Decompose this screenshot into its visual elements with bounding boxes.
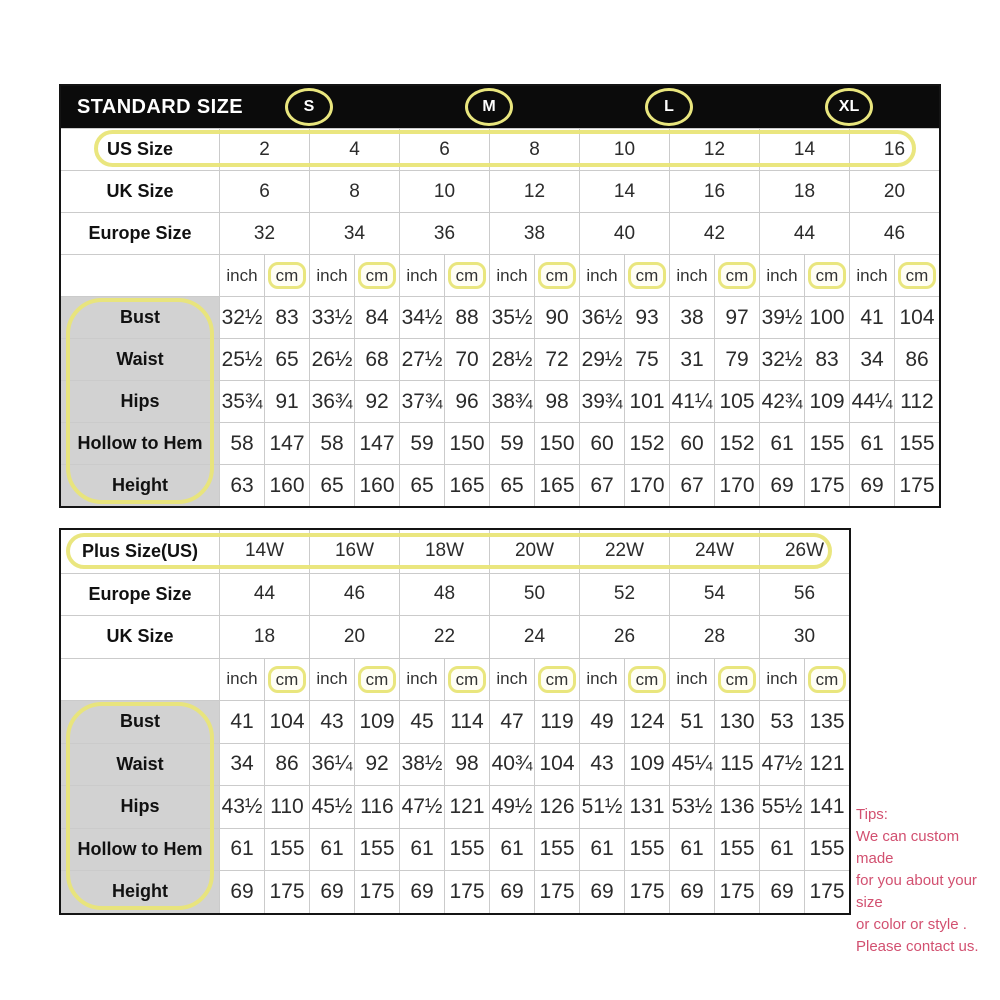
inch-unit-cell: inch bbox=[669, 659, 714, 701]
inch-value-cell: 35½ bbox=[489, 297, 534, 338]
inch-unit-cell: inch bbox=[579, 255, 624, 296]
inch-value-cell: 59 bbox=[489, 423, 534, 464]
inch-value-cell: 69 bbox=[219, 871, 264, 913]
inch-value-cell: 34½ bbox=[399, 297, 444, 338]
row-label: Hollow to Hem bbox=[61, 423, 219, 464]
cm-value-cell: 83 bbox=[804, 339, 849, 380]
size-value-cell: 52 bbox=[579, 574, 669, 616]
cm-highlight-box: cm bbox=[898, 262, 937, 289]
cm-value-cell: 98 bbox=[534, 381, 579, 422]
cm-unit-cell bbox=[264, 255, 309, 296]
cm-value-cell: 175 bbox=[804, 465, 849, 506]
size-value-cell: 30 bbox=[759, 616, 849, 658]
size-value-cell: 46 bbox=[309, 574, 399, 616]
inch-unit-cell: inch bbox=[489, 659, 534, 701]
cm-value-cell: 110 bbox=[264, 786, 309, 828]
inch-value-cell: 69 bbox=[309, 871, 354, 913]
inch-value-cell: 49½ bbox=[489, 786, 534, 828]
inch-unit-cell: inch bbox=[669, 255, 714, 296]
row-label-empty bbox=[61, 255, 219, 296]
inch-value-cell: 35¾ bbox=[219, 381, 264, 422]
inch-value-cell: 53½ bbox=[669, 786, 714, 828]
size-value-cell: 22W bbox=[579, 530, 669, 573]
size-value-cell: 40 bbox=[579, 213, 669, 254]
size-value-cell: 48 bbox=[399, 574, 489, 616]
size-value-cell: 32 bbox=[219, 213, 309, 254]
cm-value-cell: 91 bbox=[264, 381, 309, 422]
inch-value-cell: 31 bbox=[669, 339, 714, 380]
cm-unit-cell bbox=[444, 255, 489, 296]
size-value-cell: 42 bbox=[669, 213, 759, 254]
inch-value-cell: 69 bbox=[489, 871, 534, 913]
cm-value-cell: 175 bbox=[534, 871, 579, 913]
inch-value-cell: 39¾ bbox=[579, 381, 624, 422]
inch-value-cell: 47½ bbox=[399, 786, 444, 828]
cm-value-cell: 175 bbox=[444, 871, 489, 913]
size-value-cell: 12 bbox=[489, 171, 579, 212]
cm-value-cell: 135 bbox=[804, 701, 849, 743]
cm-value-cell: 130 bbox=[714, 701, 759, 743]
cm-highlight-box: cm bbox=[538, 666, 577, 693]
cm-value-cell: 124 bbox=[624, 701, 669, 743]
row-units bbox=[61, 658, 849, 701]
cm-value-cell: 170 bbox=[714, 465, 759, 506]
cm-value-cell: 68 bbox=[354, 339, 399, 380]
inch-value-cell: 69 bbox=[399, 871, 444, 913]
cm-highlight-box: cm bbox=[448, 666, 487, 693]
inch-value-cell: 58 bbox=[219, 423, 264, 464]
inch-value-cell: 61 bbox=[669, 829, 714, 871]
row-label: Bust bbox=[61, 701, 219, 743]
size-value-cell: 6 bbox=[399, 129, 489, 170]
size-value-cell: 10 bbox=[399, 171, 489, 212]
inch-value-cell: 61 bbox=[489, 829, 534, 871]
cm-value-cell: 92 bbox=[354, 744, 399, 786]
cm-value-cell: 86 bbox=[894, 339, 939, 380]
inch-value-cell: 39½ bbox=[759, 297, 804, 338]
cm-value-cell: 150 bbox=[444, 423, 489, 464]
row-label: UK Size bbox=[106, 626, 174, 647]
size-value-cell: 26W bbox=[759, 530, 849, 573]
inch-value-cell: 41¼ bbox=[669, 381, 714, 422]
inch-unit-cell: inch bbox=[759, 659, 804, 701]
cm-highlight-box: cm bbox=[808, 666, 847, 693]
inch-value-cell: 59 bbox=[399, 423, 444, 464]
size-value-cell: 8 bbox=[489, 129, 579, 170]
size-badge-s: S bbox=[285, 88, 333, 126]
tips-title: Tips: bbox=[856, 806, 888, 823]
cm-value-cell: 175 bbox=[894, 465, 939, 506]
size-value-cell: 18 bbox=[219, 616, 309, 658]
size-value-cell: 10 bbox=[579, 129, 669, 170]
cm-value-cell: 104 bbox=[264, 701, 309, 743]
cm-value-cell: 97 bbox=[714, 297, 759, 338]
inch-value-cell: 60 bbox=[579, 423, 624, 464]
cm-value-cell: 155 bbox=[804, 423, 849, 464]
row-label: Hips bbox=[61, 381, 219, 422]
standard-size-header-bar bbox=[61, 86, 939, 128]
inch-value-cell: 61 bbox=[579, 829, 624, 871]
size-value-cell: 18 bbox=[759, 171, 849, 212]
cm-value-cell: 165 bbox=[444, 465, 489, 506]
inch-value-cell: 45 bbox=[399, 701, 444, 743]
inch-value-cell: 32½ bbox=[219, 297, 264, 338]
inch-unit-cell: inch bbox=[759, 255, 804, 296]
row-hips bbox=[61, 380, 939, 422]
tips-line: for you about your size bbox=[856, 872, 977, 911]
size-value-cell: 14W bbox=[219, 530, 309, 573]
inch-value-cell: 43½ bbox=[219, 786, 264, 828]
cm-value-cell: 84 bbox=[354, 297, 399, 338]
cm-value-cell: 105 bbox=[714, 381, 759, 422]
cm-value-cell: 155 bbox=[714, 829, 759, 871]
cm-value-cell: 70 bbox=[444, 339, 489, 380]
inch-value-cell: 34 bbox=[849, 339, 894, 380]
size-value-cell: 44 bbox=[759, 213, 849, 254]
inch-value-cell: 69 bbox=[759, 871, 804, 913]
size-value-cell: 24 bbox=[489, 616, 579, 658]
inch-value-cell: 27½ bbox=[399, 339, 444, 380]
cm-value-cell: 101 bbox=[624, 381, 669, 422]
cm-value-cell: 115 bbox=[714, 744, 759, 786]
inch-value-cell: 51½ bbox=[579, 786, 624, 828]
row-label: Height bbox=[61, 871, 219, 913]
inch-unit-cell: inch bbox=[219, 255, 264, 296]
cm-value-cell: 155 bbox=[264, 829, 309, 871]
row-europe-size bbox=[61, 573, 849, 616]
cm-highlight-box: cm bbox=[628, 666, 667, 693]
row-waist bbox=[61, 743, 849, 786]
cm-highlight-box: cm bbox=[808, 262, 847, 289]
inch-value-cell: 69 bbox=[669, 871, 714, 913]
size-value-cell: 16W bbox=[309, 530, 399, 573]
cm-value-cell: 175 bbox=[624, 871, 669, 913]
inch-value-cell: 32½ bbox=[759, 339, 804, 380]
inch-value-cell: 36¼ bbox=[309, 744, 354, 786]
cm-value-cell: 155 bbox=[354, 829, 399, 871]
row-label: UK Size bbox=[106, 181, 174, 201]
size-badge-xl: XL bbox=[825, 88, 873, 126]
cm-highlight-box: cm bbox=[718, 666, 757, 693]
cm-value-cell: 112 bbox=[894, 381, 939, 422]
inch-value-cell: 45¼ bbox=[669, 744, 714, 786]
inch-value-cell: 38¾ bbox=[489, 381, 534, 422]
cm-unit-cell bbox=[804, 255, 849, 296]
cm-value-cell: 175 bbox=[264, 871, 309, 913]
row-label: Hips bbox=[61, 786, 219, 828]
size-value-cell: 26 bbox=[579, 616, 669, 658]
inch-value-cell: 36½ bbox=[579, 297, 624, 338]
inch-value-cell: 33½ bbox=[309, 297, 354, 338]
inch-value-cell: 61 bbox=[759, 829, 804, 871]
size-value-cell: 2 bbox=[219, 129, 309, 170]
inch-value-cell: 41 bbox=[849, 297, 894, 338]
cm-value-cell: 93 bbox=[624, 297, 669, 338]
inch-value-cell: 47 bbox=[489, 701, 534, 743]
cm-value-cell: 131 bbox=[624, 786, 669, 828]
size-value-cell: 16 bbox=[849, 129, 939, 170]
cm-unit-cell bbox=[354, 659, 399, 701]
cm-value-cell: 90 bbox=[534, 297, 579, 338]
row-europe-size bbox=[61, 212, 939, 254]
inch-value-cell: 28½ bbox=[489, 339, 534, 380]
standard-size-table bbox=[59, 84, 941, 508]
cm-highlight-box: cm bbox=[628, 262, 667, 289]
cm-value-cell: 155 bbox=[534, 829, 579, 871]
row-label: Europe Size bbox=[88, 223, 192, 243]
cm-value-cell: 104 bbox=[534, 744, 579, 786]
standard-size-title: STANDARD SIZE bbox=[77, 95, 243, 118]
size-value-cell: 6 bbox=[219, 171, 309, 212]
cm-highlight-box: cm bbox=[358, 666, 397, 693]
row-plus-size-us bbox=[61, 530, 849, 573]
inch-value-cell: 29½ bbox=[579, 339, 624, 380]
inch-value-cell: 63 bbox=[219, 465, 264, 506]
inch-value-cell: 45½ bbox=[309, 786, 354, 828]
inch-value-cell: 69 bbox=[759, 465, 804, 506]
inch-value-cell: 40¾ bbox=[489, 744, 534, 786]
cm-unit-cell bbox=[534, 659, 579, 701]
row-height bbox=[61, 464, 939, 506]
row-label: Height bbox=[61, 465, 219, 506]
cm-value-cell: 79 bbox=[714, 339, 759, 380]
cm-unit-cell bbox=[354, 255, 399, 296]
size-badge-l: L bbox=[645, 88, 693, 126]
inch-value-cell: 61 bbox=[849, 423, 894, 464]
inch-unit-cell: inch bbox=[399, 659, 444, 701]
size-value-cell: 20W bbox=[489, 530, 579, 573]
cm-value-cell: 96 bbox=[444, 381, 489, 422]
inch-value-cell: 51 bbox=[669, 701, 714, 743]
cm-unit-cell bbox=[444, 659, 489, 701]
cm-value-cell: 175 bbox=[804, 871, 849, 913]
inch-value-cell: 36¾ bbox=[309, 381, 354, 422]
row-uk-size bbox=[61, 615, 849, 658]
size-value-cell: 18W bbox=[399, 530, 489, 573]
cm-value-cell: 86 bbox=[264, 744, 309, 786]
cm-value-cell: 100 bbox=[804, 297, 849, 338]
size-value-cell: 34 bbox=[309, 213, 399, 254]
inch-value-cell: 61 bbox=[759, 423, 804, 464]
size-value-cell: 14 bbox=[759, 129, 849, 170]
inch-value-cell: 26½ bbox=[309, 339, 354, 380]
row-height bbox=[61, 870, 849, 913]
inch-value-cell: 43 bbox=[309, 701, 354, 743]
inch-unit-cell: inch bbox=[399, 255, 444, 296]
cm-unit-cell bbox=[264, 659, 309, 701]
size-value-cell: 24W bbox=[669, 530, 759, 573]
row-hollow-to-hem bbox=[61, 828, 849, 871]
cm-highlight-box: cm bbox=[538, 262, 577, 289]
cm-value-cell: 98 bbox=[444, 744, 489, 786]
row-label: Plus Size(US) bbox=[81, 540, 199, 561]
tips-line: We can custom made bbox=[856, 828, 960, 867]
inch-value-cell: 61 bbox=[399, 829, 444, 871]
inch-value-cell: 65 bbox=[489, 465, 534, 506]
cm-value-cell: 116 bbox=[354, 786, 399, 828]
size-value-cell: 20 bbox=[309, 616, 399, 658]
inch-value-cell: 43 bbox=[579, 744, 624, 786]
row-label: Europe Size bbox=[88, 583, 192, 604]
inch-value-cell: 58 bbox=[309, 423, 354, 464]
cm-value-cell: 109 bbox=[804, 381, 849, 422]
size-value-cell: 16 bbox=[669, 171, 759, 212]
inch-unit-cell: inch bbox=[219, 659, 264, 701]
size-value-cell: 44 bbox=[219, 574, 309, 616]
cm-value-cell: 65 bbox=[264, 339, 309, 380]
inch-unit-cell: inch bbox=[849, 255, 894, 296]
cm-value-cell: 109 bbox=[354, 701, 399, 743]
cm-highlight-box: cm bbox=[718, 262, 757, 289]
inch-value-cell: 67 bbox=[579, 465, 624, 506]
size-value-cell: 8 bbox=[309, 171, 399, 212]
cm-value-cell: 147 bbox=[354, 423, 399, 464]
inch-value-cell: 37¾ bbox=[399, 381, 444, 422]
row-hips bbox=[61, 785, 849, 828]
inch-value-cell: 65 bbox=[399, 465, 444, 506]
size-value-cell: 4 bbox=[309, 129, 399, 170]
row-units bbox=[61, 254, 939, 296]
tips-note bbox=[856, 804, 998, 958]
cm-highlight-box: cm bbox=[268, 666, 307, 693]
size-value-cell: 14 bbox=[579, 171, 669, 212]
inch-unit-cell: inch bbox=[309, 659, 354, 701]
row-hollow-to-hem bbox=[61, 422, 939, 464]
cm-value-cell: 119 bbox=[534, 701, 579, 743]
inch-value-cell: 61 bbox=[309, 829, 354, 871]
size-value-cell: 22 bbox=[399, 616, 489, 658]
size-value-cell: 54 bbox=[669, 574, 759, 616]
size-value-cell: 38 bbox=[489, 213, 579, 254]
cm-value-cell: 152 bbox=[624, 423, 669, 464]
cm-unit-cell bbox=[714, 659, 759, 701]
inch-value-cell: 61 bbox=[219, 829, 264, 871]
size-value-cell: 28 bbox=[669, 616, 759, 658]
inch-value-cell: 44¼ bbox=[849, 381, 894, 422]
row-label: US Size bbox=[106, 139, 174, 159]
inch-unit-cell: inch bbox=[309, 255, 354, 296]
size-value-cell: 36 bbox=[399, 213, 489, 254]
cm-value-cell: 104 bbox=[894, 297, 939, 338]
cm-value-cell: 150 bbox=[534, 423, 579, 464]
cm-value-cell: 155 bbox=[624, 829, 669, 871]
cm-value-cell: 88 bbox=[444, 297, 489, 338]
cm-value-cell: 152 bbox=[714, 423, 759, 464]
row-uk-size bbox=[61, 170, 939, 212]
size-badge-m: M bbox=[465, 88, 513, 126]
cm-value-cell: 175 bbox=[714, 871, 759, 913]
cm-unit-cell bbox=[624, 659, 669, 701]
cm-value-cell: 126 bbox=[534, 786, 579, 828]
cm-value-cell: 121 bbox=[444, 786, 489, 828]
inch-value-cell: 67 bbox=[669, 465, 714, 506]
inch-value-cell: 60 bbox=[669, 423, 714, 464]
cm-unit-cell bbox=[894, 255, 939, 296]
cm-value-cell: 155 bbox=[444, 829, 489, 871]
cm-value-cell: 121 bbox=[804, 744, 849, 786]
tips-line: or color or style . bbox=[856, 916, 967, 933]
inch-value-cell: 69 bbox=[579, 871, 624, 913]
cm-value-cell: 170 bbox=[624, 465, 669, 506]
row-waist bbox=[61, 338, 939, 380]
cm-highlight-box: cm bbox=[448, 262, 487, 289]
cm-unit-cell bbox=[624, 255, 669, 296]
row-label: Waist bbox=[61, 339, 219, 380]
inch-unit-cell: inch bbox=[579, 659, 624, 701]
cm-value-cell: 165 bbox=[534, 465, 579, 506]
row-bust bbox=[61, 296, 939, 338]
inch-value-cell: 38½ bbox=[399, 744, 444, 786]
size-value-cell: 12 bbox=[669, 129, 759, 170]
inch-value-cell: 53 bbox=[759, 701, 804, 743]
cm-highlight-box: cm bbox=[268, 262, 307, 289]
cm-value-cell: 75 bbox=[624, 339, 669, 380]
row-us-size bbox=[61, 128, 939, 170]
size-value-cell: 50 bbox=[489, 574, 579, 616]
inch-value-cell: 42¾ bbox=[759, 381, 804, 422]
cm-value-cell: 141 bbox=[804, 786, 849, 828]
cm-value-cell: 155 bbox=[804, 829, 849, 871]
cm-highlight-box: cm bbox=[358, 262, 397, 289]
inch-value-cell: 69 bbox=[849, 465, 894, 506]
cm-value-cell: 155 bbox=[894, 423, 939, 464]
inch-value-cell: 55½ bbox=[759, 786, 804, 828]
inch-value-cell: 38 bbox=[669, 297, 714, 338]
cm-value-cell: 72 bbox=[534, 339, 579, 380]
cm-value-cell: 160 bbox=[264, 465, 309, 506]
cm-value-cell: 136 bbox=[714, 786, 759, 828]
size-value-cell: 20 bbox=[849, 171, 939, 212]
inch-value-cell: 41 bbox=[219, 701, 264, 743]
inch-unit-cell: inch bbox=[489, 255, 534, 296]
row-label: Bust bbox=[61, 297, 219, 338]
cm-value-cell: 83 bbox=[264, 297, 309, 338]
plus-size-table bbox=[59, 528, 851, 915]
size-value-cell: 46 bbox=[849, 213, 939, 254]
cm-value-cell: 109 bbox=[624, 744, 669, 786]
row-label: Waist bbox=[61, 744, 219, 786]
inch-value-cell: 49 bbox=[579, 701, 624, 743]
cm-value-cell: 92 bbox=[354, 381, 399, 422]
tips-line: Please contact us. bbox=[856, 938, 979, 955]
cm-value-cell: 114 bbox=[444, 701, 489, 743]
cm-value-cell: 160 bbox=[354, 465, 399, 506]
cm-value-cell: 175 bbox=[354, 871, 399, 913]
inch-value-cell: 65 bbox=[309, 465, 354, 506]
cm-unit-cell bbox=[714, 255, 759, 296]
inch-value-cell: 34 bbox=[219, 744, 264, 786]
inch-value-cell: 25½ bbox=[219, 339, 264, 380]
inch-value-cell: 47½ bbox=[759, 744, 804, 786]
row-label-empty bbox=[61, 659, 219, 701]
size-value-cell: 56 bbox=[759, 574, 849, 616]
cm-unit-cell bbox=[804, 659, 849, 701]
row-label: Hollow to Hem bbox=[61, 829, 219, 871]
cm-value-cell: 147 bbox=[264, 423, 309, 464]
row-bust bbox=[61, 700, 849, 743]
cm-unit-cell bbox=[534, 255, 579, 296]
